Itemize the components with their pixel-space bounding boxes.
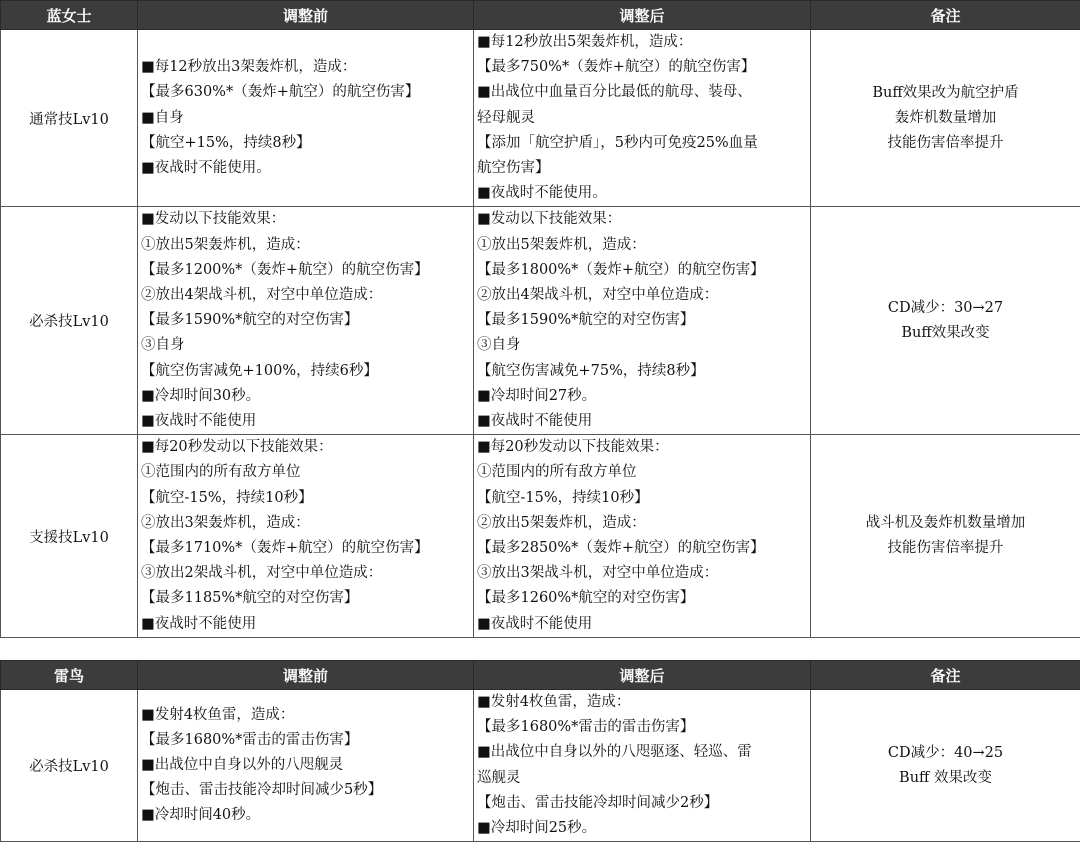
text-line: ③放出2架战斗机，对空中单位造成： [141,561,469,586]
header-note: 备注 [811,661,1080,690]
note-line: 轰炸机数量增加 [815,106,1076,131]
note-cell [811,435,1080,638]
text-line: 【航空伤害减免+100%，持续6秒】 [141,359,469,384]
text-line: ■每12秒放出5架轰炸机，造成： [477,30,806,55]
skill-label: 必杀技Lv10 [1,690,138,842]
text-line: 【最多1800%*（轰炸+航空）的航空伤害】 [477,258,806,283]
text-line: ①范围内的所有敌方单位 [477,460,806,485]
after-cell [474,435,811,638]
text-line: 轻母舰灵 [477,106,806,131]
after-cell [474,30,811,207]
table-row [1,690,1080,842]
text-line: ■冷却时间27秒。 [477,384,806,409]
text-line: ■每12秒放出3架轰炸机，造成： [141,55,469,80]
text-line: 【最多1590%*航空的对空伤害】 [141,308,469,333]
text-line: ③自身 [141,333,469,358]
text-line: ■夜战时不能使用 [477,409,806,434]
skill-label: 通常技Lv10 [1,30,138,207]
note-line: 战斗机及轰炸机数量增加 [815,511,1076,536]
text-line: 【航空伤害减免+75%，持续8秒】 [477,359,806,384]
header-note: 备注 [811,1,1080,30]
text-line: ■夜战时不能使用 [141,409,469,434]
text-line: ■发射4枚鱼雷，造成： [477,690,806,715]
text-line: 【最多1260%*航空的对空伤害】 [477,586,806,611]
text-line: ①放出5架轰炸机，造成： [477,233,806,258]
text-line: 【最多1710%*（轰炸+航空）的航空伤害】 [141,536,469,561]
header-ship-name: 雷鸟 [1,661,138,690]
note-line: CD减少：30→27 [815,296,1076,321]
after-cell [474,207,811,435]
note-line: Buff 效果改变 [815,766,1076,791]
text-line: 【最多1680%*雷击的雷击伤害】 [477,715,806,740]
table-row [1,435,1080,638]
header-ship-name: 蓝女士 [1,1,138,30]
before-cell [138,207,474,435]
text-line: ②放出3架轰炸机，造成： [141,511,469,536]
skill-label: 支援技Lv10 [1,435,138,638]
note-line: 技能伤害倍率提升 [815,536,1076,561]
text-line: 【航空-15%，持续10秒】 [477,486,806,511]
note-cell [811,690,1080,842]
text-line: ■自身 [141,106,469,131]
after-cell [474,690,811,842]
table-row [1,207,1080,435]
text-line: ■冷却时间40秒。 [141,803,469,828]
before-cell [138,435,474,638]
text-line: ■每20秒发动以下技能效果： [141,435,469,460]
note-cell [811,30,1080,207]
text-line: ①放出5架轰炸机，造成： [141,233,469,258]
header-after: 调整后 [474,661,811,690]
note-line: Buff效果改变 [815,321,1076,346]
text-line: 【最多1185%*航空的对空伤害】 [141,586,469,611]
before-cell [138,30,474,207]
note-line: 技能伤害倍率提升 [815,131,1076,156]
text-line: ■出战位中自身以外的八咫舰灵 [141,753,469,778]
text-line: ②放出4架战斗机，对空中单位造成： [141,283,469,308]
note-line: Buff效果改为航空护盾 [815,81,1076,106]
text-line: ③自身 [477,333,806,358]
text-line: 【炮击、雷击技能冷却时间减少2秒】 [477,791,806,816]
header-before: 调整前 [138,1,474,30]
text-line: 【最多630%*（轰炸+航空）的航空伤害】 [141,80,469,105]
text-line: 巡舰灵 [477,766,806,791]
text-line: 【最多1200%*（轰炸+航空）的航空伤害】 [141,258,469,283]
table-row [1,30,1080,207]
text-line: ■发动以下技能效果： [477,207,806,232]
text-line: ②放出5架轰炸机，造成： [477,511,806,536]
text-line: ②放出4架战斗机，对空中单位造成： [477,283,806,308]
text-line: 【最多1590%*航空的对空伤害】 [477,308,806,333]
before-cell [138,690,474,842]
text-line: ①范围内的所有敌方单位 [141,460,469,485]
text-line: 【最多1680%*雷击的雷击伤害】 [141,728,469,753]
text-line: ■夜战时不能使用。 [477,181,806,206]
text-line: 【炮击、雷击技能冷却时间减少5秒】 [141,778,469,803]
text-line: ■冷却时间25秒。 [477,816,806,841]
text-line: ■发动以下技能效果： [141,207,469,232]
text-line: ■出战位中自身以外的八咫驱逐、轻巡、雷 [477,740,806,765]
header-row [1,661,1080,690]
text-line: ③放出3架战斗机，对空中单位造成： [477,561,806,586]
text-line: 【最多750%*（轰炸+航空）的航空伤害】 [477,55,806,80]
skill-label: 必杀技Lv10 [1,207,138,435]
text-line: ■夜战时不能使用。 [141,156,469,181]
note-line: CD减少：40→25 [815,741,1076,766]
header-before: 调整前 [138,661,474,690]
text-line: 航空伤害】 [477,156,806,181]
header-after: 调整后 [474,1,811,30]
text-line: ■夜战时不能使用 [141,612,469,637]
text-line: ■夜战时不能使用 [477,612,806,637]
text-line: 【最多2850%*（轰炸+航空）的航空伤害】 [477,536,806,561]
header-row [1,1,1080,30]
skill-table-lei-niao [0,660,1080,842]
text-line: 【添加「航空护盾」，5秒内可免疫25%血量 [477,131,806,156]
note-cell [811,207,1080,435]
text-line: ■冷却时间30秒。 [141,384,469,409]
text-line: 【航空+15%，持续8秒】 [141,131,469,156]
text-line: ■出战位中血量百分比最低的航母、装母、 [477,80,806,105]
text-line: ■每20秒发动以下技能效果： [477,435,806,460]
text-line: 【航空-15%，持续10秒】 [141,486,469,511]
text-line: ■发射4枚鱼雷，造成： [141,703,469,728]
